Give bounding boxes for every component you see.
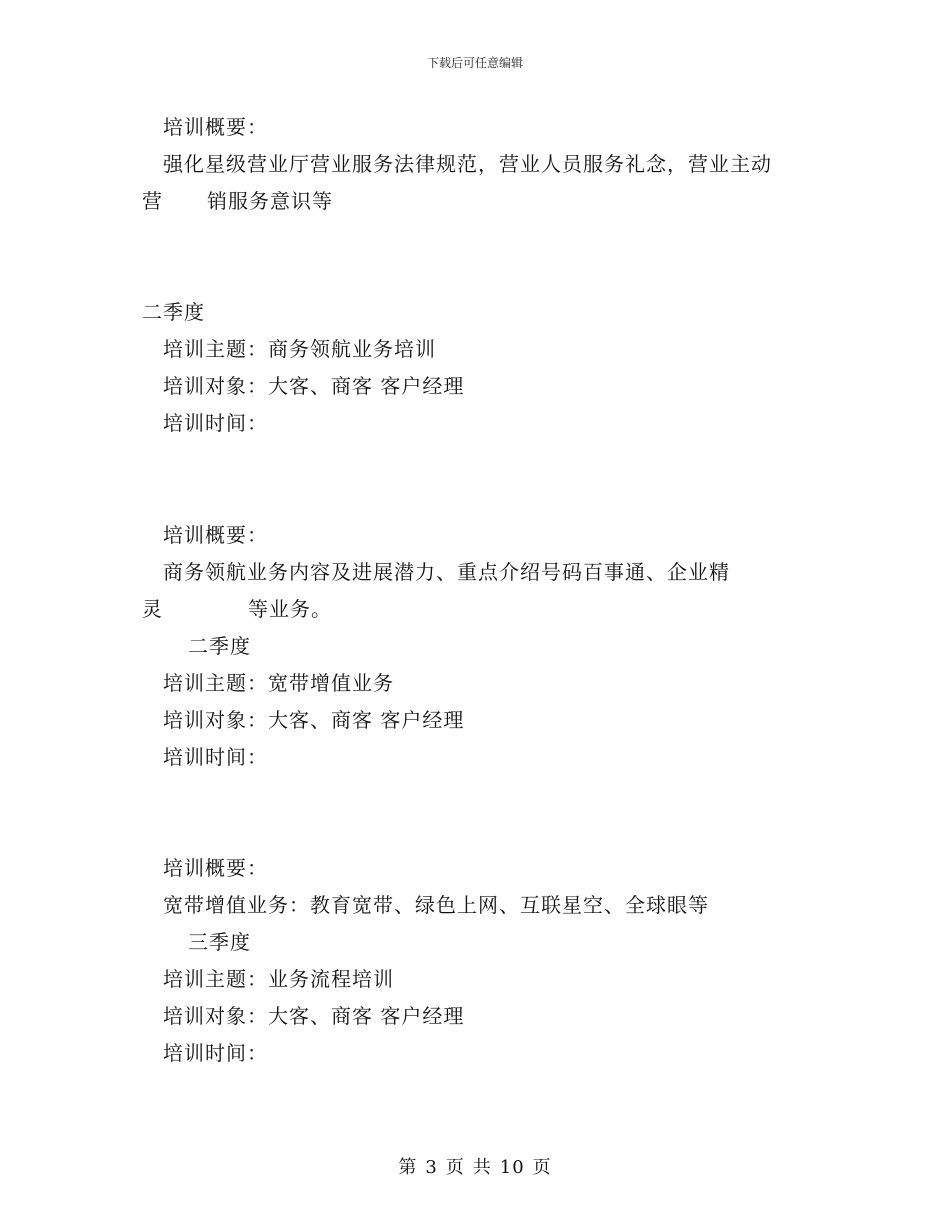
- footer-total-prefix: 共: [472, 1157, 492, 1178]
- summary-text: 商务领航业务内容及进展潜力、重点介绍号码百事通、企业精: [163, 560, 730, 584]
- footer-total-number: 10: [499, 1157, 525, 1178]
- summary-text: 宽带增值业务：教育宽带、绿色上网、互联星空、全球眼等: [163, 893, 709, 917]
- summary-text-continued: 营: [142, 189, 163, 213]
- training-time: 培训时间：: [163, 1041, 268, 1065]
- summary-text: 强化星级营业厅营业服务法律规范，营业人员服务礼念，营业主动: [163, 152, 772, 176]
- training-audience: 培训对象：大客、商客 客户经理: [163, 708, 465, 732]
- season-heading: 二季度: [142, 300, 205, 324]
- training-topic: 培训主题：业务流程培训: [163, 967, 394, 991]
- footer-total-word: 页: [532, 1157, 552, 1178]
- training-audience: 培训对象：大客、商客 客户经理: [163, 374, 465, 398]
- training-time: 培训时间：: [163, 411, 268, 435]
- summary-label: 培训概要：: [163, 115, 268, 139]
- summary-text-continued: 灵: [142, 597, 163, 621]
- footer-page-prefix: 第: [398, 1157, 418, 1178]
- page-footer: [0, 1153, 950, 1179]
- training-audience: 培训对象：大客、商客 客户经理: [163, 1004, 465, 1028]
- training-topic: 培训主题：宽带增值业务: [163, 671, 394, 695]
- summary-text-continued: 等业务。: [248, 597, 332, 621]
- training-time: 培训时间：: [163, 745, 268, 769]
- summary-label: 培训概要：: [163, 523, 268, 547]
- footer-page-number: 3: [425, 1157, 438, 1178]
- footer-page-word: 页: [445, 1157, 465, 1178]
- season-heading: 三季度: [188, 930, 251, 954]
- page-header: 下载后可任意编辑: [426, 56, 523, 70]
- summary-label: 培训概要：: [163, 856, 268, 880]
- season-heading: 二季度: [188, 634, 251, 658]
- summary-text-continued: 销服务意识等: [207, 189, 333, 213]
- training-topic: 培训主题：商务领航业务培训: [163, 337, 436, 361]
